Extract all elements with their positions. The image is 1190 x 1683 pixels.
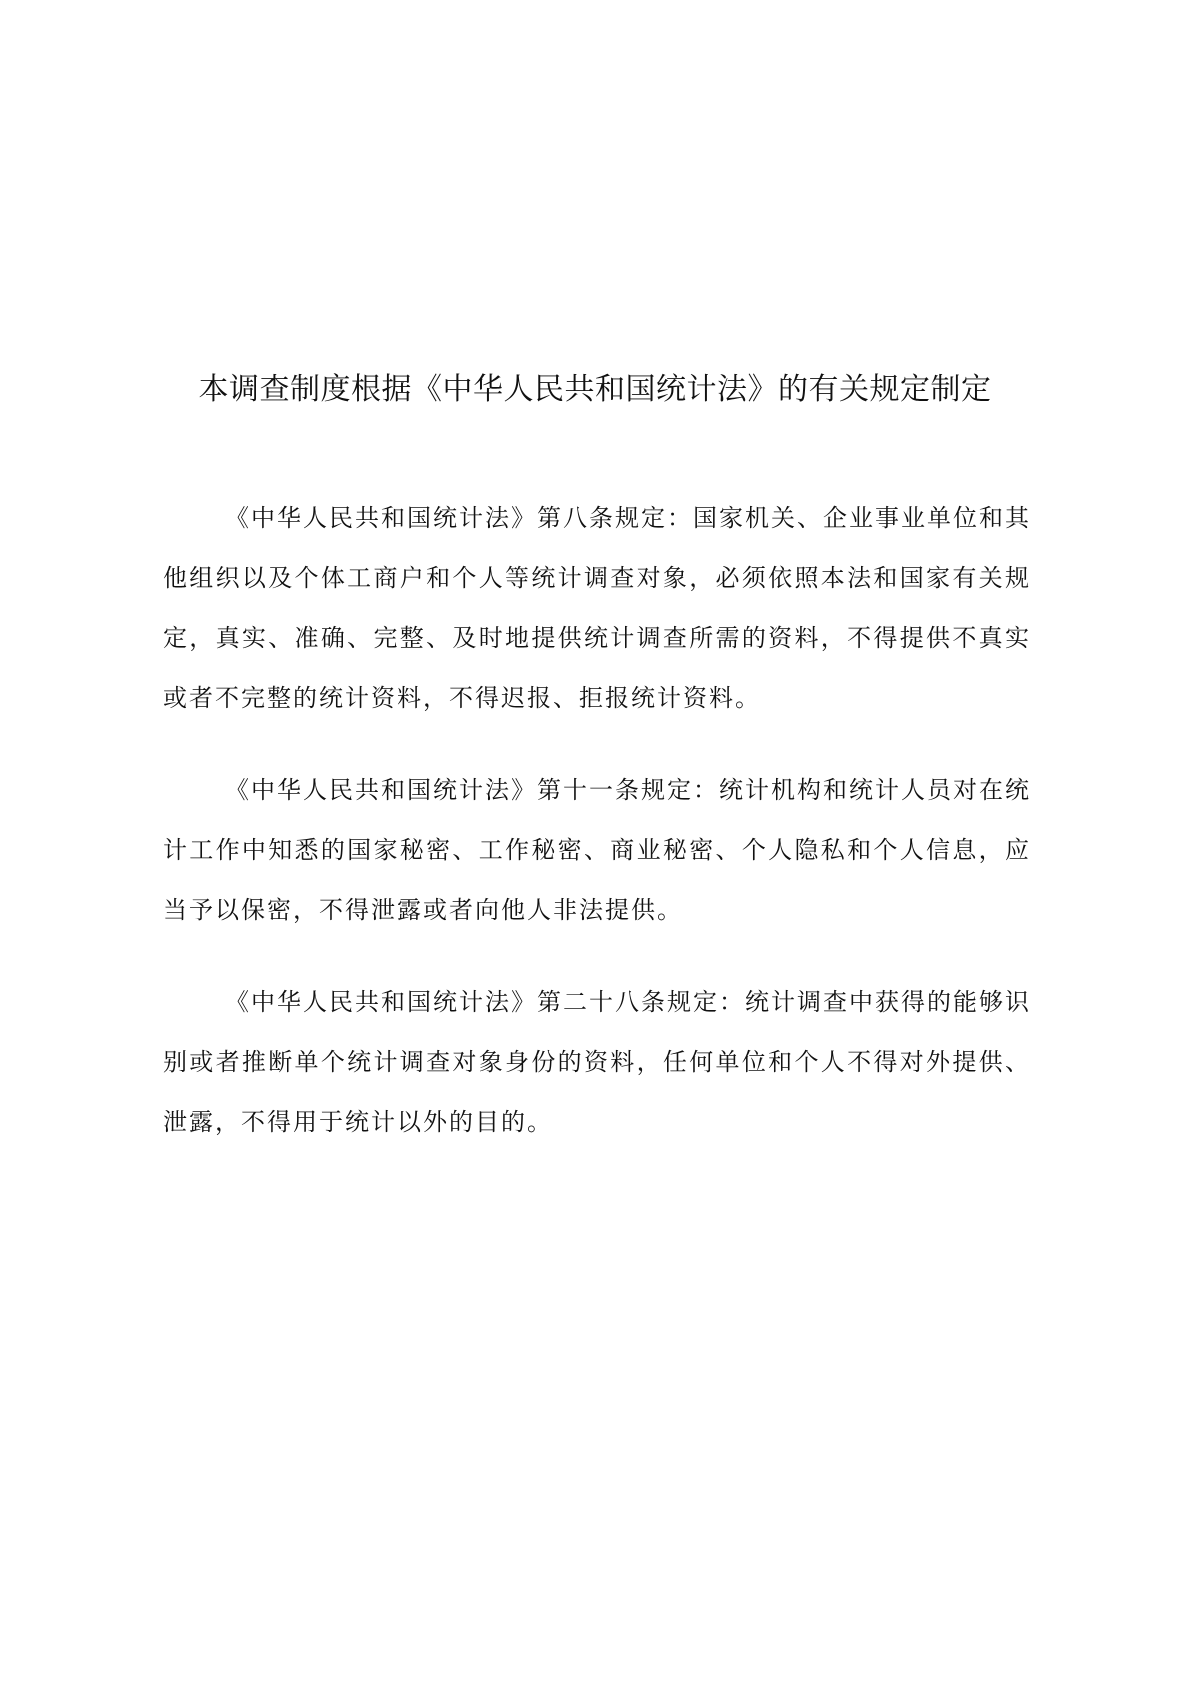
paragraph-article-8: 《中华人民共和国统计法》第八条规定：国家机关、企业事业单位和其他组织以及个体工商户和个人等统计调查对象，必须依照本法和国家有关规定，真实、准确、完整、及时地提供统计调查所需的资料，不得提供不真实或者不完整的统计资料，不得迟报、拒报统计资料。	[163, 504, 1031, 712]
document-body	[163, 488, 1031, 1184]
paragraph-article-28: 《中华人民共和国统计法》第二十八条规定：统计调查中获得的能够识别或者推断单个统计调查对象身份的资料，任何单位和个人不得对外提供、泄露，不得用于统计以外的目的。	[163, 988, 1031, 1136]
paragraph-article-11: 《中华人民共和国统计法》第十一条规定：统计机构和统计人员对在统计工作中知悉的国家秘密、工作秘密、商业秘密、个人隐私和个人信息，应当予以保密，不得泄露或者向他人非法提供。	[163, 776, 1031, 924]
page-title: 本调查制度根据《中华人民共和国统计法》的有关规定制定	[198, 372, 992, 407]
